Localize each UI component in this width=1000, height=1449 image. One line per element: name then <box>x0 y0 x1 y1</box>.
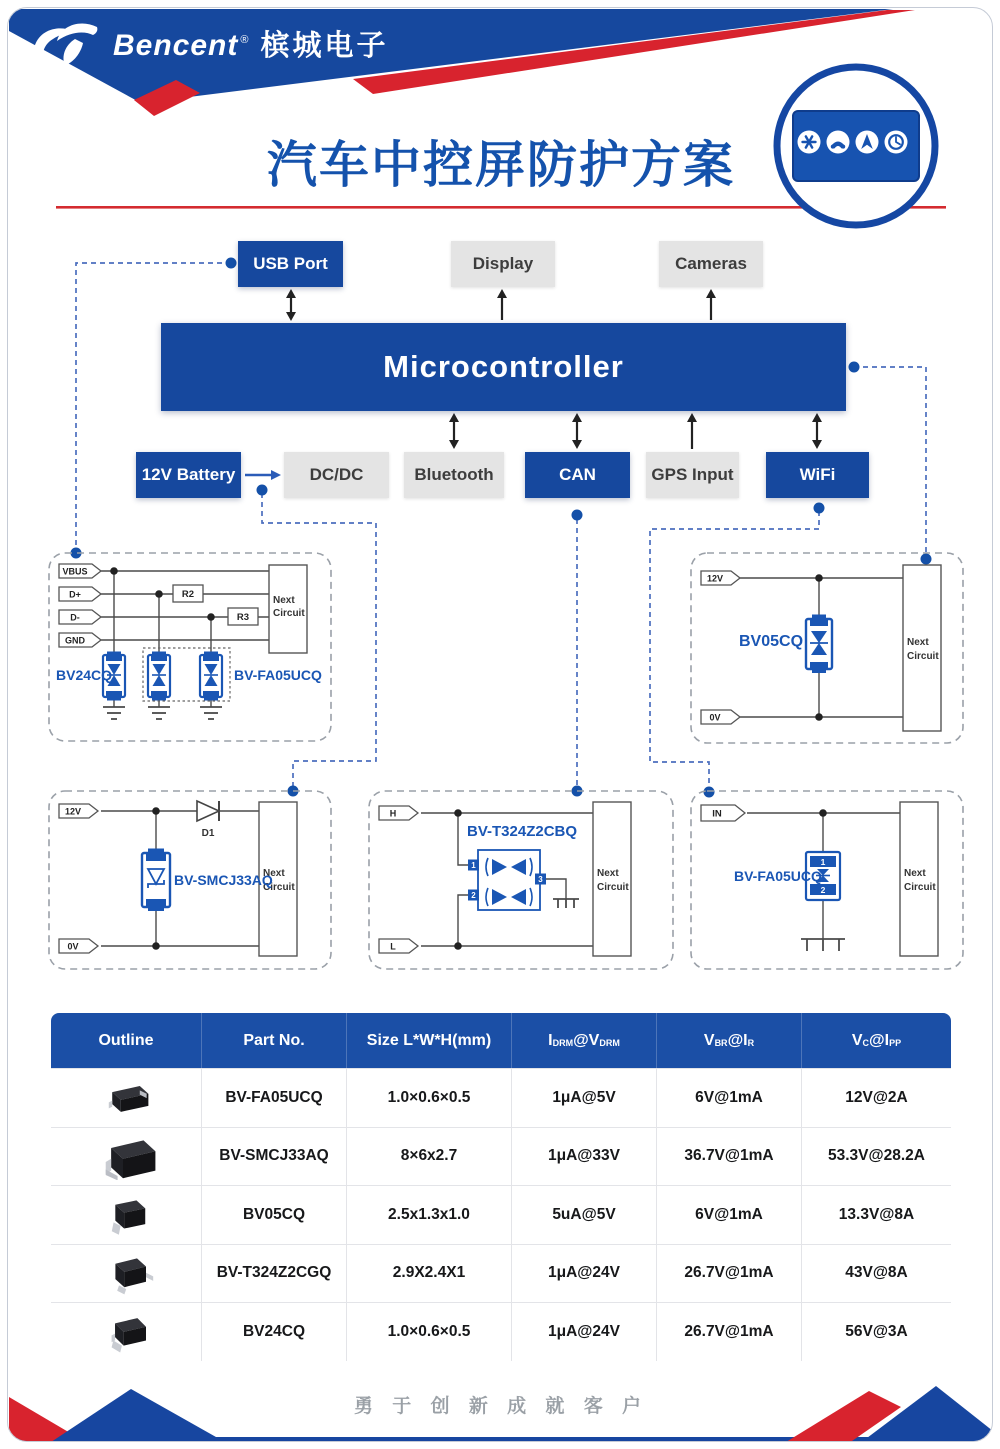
brand-name: Bencent <box>113 29 239 62</box>
block-bluetooth: Bluetooth <box>404 452 504 498</box>
svg-text:Circuit: Circuit <box>907 651 939 662</box>
tag-dminus: D- <box>70 612 80 623</box>
block-cameras: Cameras <box>659 241 763 287</box>
table-row: BV05CQ 2.5x1.3x1.0 5uA@5V 6V@1mA 13.3V@8A <box>51 1185 951 1244</box>
brand-name-chinese: 槟城电子 <box>260 30 389 62</box>
block-wifi: WiFi <box>766 452 869 498</box>
svg-text:R2: R2 <box>181 589 195 600</box>
part-label-bvfa05ucq-input: BV-FA05UCQ <box>734 868 822 884</box>
svg-text:L: L <box>390 941 396 952</box>
tvs-bidirectional-icon <box>103 652 222 701</box>
svg-text:0V: 0V <box>709 712 721 723</box>
block-microcontroller: Microcontroller <box>161 323 846 411</box>
col-header-size: Size L*W*H(mm) <box>346 1013 511 1068</box>
svg-text:12V: 12V <box>706 573 724 584</box>
tvs-bidirectional-icon <box>806 615 832 674</box>
registered-mark: ® <box>240 34 249 46</box>
page-card <box>7 7 993 1442</box>
page-title: 汽车中控屏防护方案 <box>267 137 735 193</box>
tag-vbus: VBUS <box>62 566 88 577</box>
svg-text:12V: 12V <box>64 806 82 817</box>
col-header-vc: V $_C$ @I $_{PP}$ <box>801 1013 951 1068</box>
svg-text:Circuit: Circuit <box>263 882 295 893</box>
svg-text:IN: IN <box>712 808 722 820</box>
block-dcdc: DC/DC <box>284 452 389 498</box>
package-cell <box>51 1245 201 1303</box>
footer-slogan: 勇 于 创 新 成 就 客 户 <box>354 1396 648 1417</box>
package-icon <box>95 1309 157 1355</box>
table-row: BV-SMCJ33AQ 8×6x2.7 1μA@33V 36.7V@1mA 53.3V@28.2A <box>51 1127 951 1186</box>
package-cell <box>51 1303 201 1361</box>
table-row: BV-T324Z2CGQ 2.9X2.4X1 1μA@24V 26.7V@1mA 43V@8A <box>51 1244 951 1303</box>
block-battery: 12V Battery <box>136 452 241 498</box>
col-header-vbr: V $_{BR}$ @I $_R$ <box>656 1013 801 1068</box>
svg-text:Next: Next <box>273 595 295 606</box>
part-label-bvfa05ucq-usb: BV-FA05UCQ <box>234 667 322 683</box>
block-can: CAN <box>525 452 630 498</box>
svg-text:Next: Next <box>904 868 926 879</box>
brand-lockup <box>113 23 388 64</box>
svg-text:2: 2 <box>820 885 826 895</box>
svg-text:H: H <box>389 808 397 819</box>
svg-text:Circuit: Circuit <box>597 882 629 893</box>
package-icon <box>95 1192 157 1238</box>
package-cell <box>51 1186 201 1244</box>
package-icon <box>95 1132 157 1180</box>
wifi-protection-circuit <box>701 565 941 731</box>
spec-table <box>51 1013 951 1361</box>
block-display: Display <box>451 241 555 287</box>
svg-text:R3: R3 <box>236 612 250 623</box>
block-gps: GPS Input <box>646 452 739 498</box>
svg-text:Next: Next <box>263 868 285 879</box>
col-header-part: Part No. <box>201 1013 346 1068</box>
package-cell <box>51 1128 201 1186</box>
col-header-outline: Outline <box>98 1031 154 1049</box>
package-cell <box>51 1069 201 1127</box>
package-icon <box>95 1076 157 1120</box>
table-row: BV24CQ 1.0×0.6×0.5 1μA@24V 26.7V@1mA 56V@3A <box>51 1302 951 1361</box>
part-label-bvt324z2cbq: BV-T324Z2CBQ <box>467 823 578 840</box>
diode-d1-icon <box>197 801 219 821</box>
battery-to-dcdc-arrow <box>245 470 281 480</box>
part-label-bv05cq: BV05CQ <box>739 633 804 650</box>
svg-text:Circuit: Circuit <box>273 608 305 619</box>
table-row: BV-FA05UCQ 1.0×0.6×0.5 1μA@5V 6V@1mA 12V@2A <box>51 1068 951 1127</box>
svg-text:3: 3 <box>538 875 543 884</box>
svg-text:D1: D1 <box>201 828 215 839</box>
col-header-idrm: I $_{DRM}$ @V $_{DRM}$ <box>511 1013 656 1068</box>
can-tvs-array-icon <box>468 850 546 910</box>
table-header-row <box>51 1013 951 1068</box>
svg-text:2: 2 <box>471 891 476 900</box>
tag-gnd: GND <box>65 635 85 646</box>
svg-text:Next: Next <box>907 637 929 648</box>
tvs-unidirectional-icon <box>142 849 170 912</box>
part-label-bvsmcj33aq: BV-SMCJ33AQ <box>174 872 273 888</box>
block-usb-port: USB Port <box>238 241 343 287</box>
svg-text:1: 1 <box>471 861 476 870</box>
svg-text:1: 1 <box>820 857 826 867</box>
svg-text:Circuit: Circuit <box>904 882 936 893</box>
tag-dplus: D+ <box>69 589 81 600</box>
package-icon <box>95 1250 157 1296</box>
usb-protection-circuit <box>59 564 307 719</box>
svg-text:0V: 0V <box>67 941 79 952</box>
svg-text:Next: Next <box>597 868 619 879</box>
part-label-bv24cq: BV24CQ <box>56 667 113 683</box>
